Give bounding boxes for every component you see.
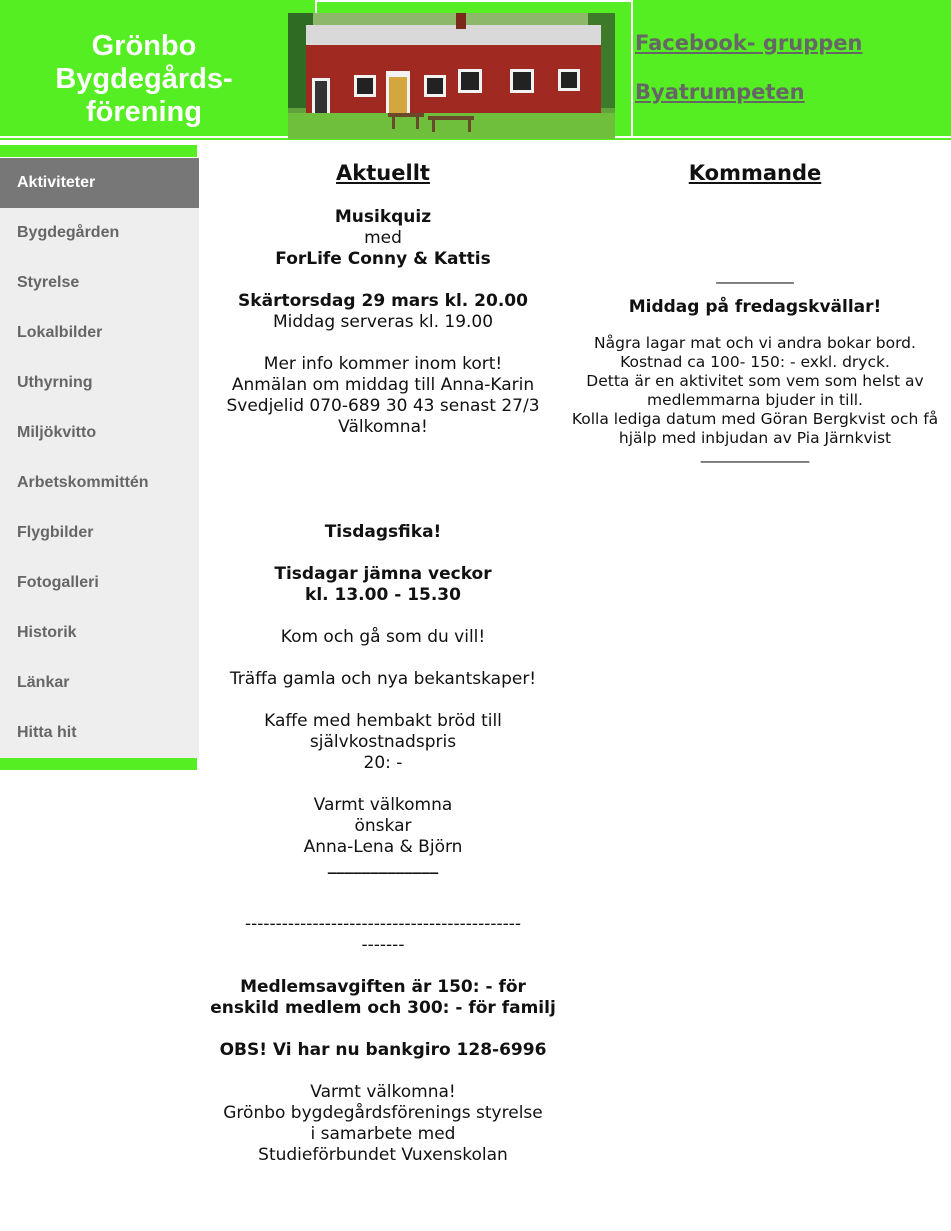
nav-item-bygdegarden[interactable]: Bygdegården	[17, 224, 120, 241]
dinner-title: Middag på fredagskvällar!	[628, 297, 882, 317]
fika-come: Kom och gå som du vill!	[280, 627, 486, 647]
nav-item-arbetskommitten[interactable]: Arbetskommittén	[17, 474, 149, 491]
fika-title: Tisdagsfika!	[324, 522, 442, 542]
nav-item-lankar[interactable]: Länkar	[17, 674, 70, 691]
site-title[interactable]	[0, 30, 288, 129]
kommande-rule-bottom: ______________	[700, 445, 810, 463]
fika-price: 20: -	[363, 753, 403, 773]
footer-welcome: Varmt välkomna!	[310, 1082, 456, 1102]
fika-coffee: självkostnadspris	[309, 732, 457, 752]
footer-partner: Studieförbundet Vuxenskolan	[258, 1145, 508, 1165]
byatrumpeten-link[interactable]: Byatrumpeten	[635, 80, 805, 104]
quiz-performers: ForLife Conny & Kattis	[275, 249, 491, 269]
dinner-text: Kolla lediga datum med Göran Bergkvist och få	[571, 410, 939, 428]
quiz-welcome: Välkomna!	[338, 417, 428, 437]
fika-rule: _____________	[327, 855, 439, 875]
dashes: ---------------------------------------------	[244, 914, 522, 934]
facebook-group-link[interactable]: Facebook- gruppen	[635, 31, 863, 55]
nav-item-flygbilder[interactable]: Flygbilder	[17, 524, 94, 541]
nav-item-uthyrning[interactable]: Uthyrning	[17, 374, 93, 391]
fika-time: kl. 13.00 - 15.30	[305, 585, 461, 605]
fika-welcome: önskar	[354, 816, 412, 836]
fika-coffee: Kaffe med hembakt bröd till	[264, 711, 502, 731]
kommande-heading: Kommande	[688, 161, 822, 185]
site-title-line: Bygdegårds-	[55, 63, 233, 95]
nav-item-aktiviteter[interactable]: Aktiviteter	[0, 158, 199, 208]
footer-board: Grönbo bygdegårdsförenings styrelse	[223, 1103, 543, 1123]
kommande-section	[562, 160, 948, 463]
dinner-text: Kostnad ca 100- 150: - exkl. dryck.	[620, 353, 890, 371]
fika-hosts: Anna-Lena & Björn	[303, 837, 463, 857]
site-title-line: Grönbo	[91, 30, 197, 62]
fika-when: Tisdagar jämna veckor	[274, 564, 492, 584]
fika-welcome: Varmt välkomna	[313, 795, 453, 815]
quiz-signup: Anmälan om middag till Anna-Karin	[231, 375, 535, 395]
site-title-line: förening	[86, 96, 202, 128]
bygdegard-photo	[288, 13, 615, 139]
fika-meet: Träffa gamla och nya bekantskaper!	[229, 669, 537, 689]
aktuellt-heading: Aktuellt	[336, 161, 430, 185]
nav-item-lokalbilder[interactable]: Lokalbilder	[17, 324, 103, 341]
fee-text: Medlemsavgiften är 150: - för	[240, 977, 526, 997]
nav-item-styrelse[interactable]: Styrelse	[17, 274, 80, 291]
dinner-text: Några lagar mat och vi andra bokar bord.	[594, 334, 916, 352]
nav-item-miljokvitto[interactable]: Miljökvitto	[17, 424, 97, 441]
header-separator	[631, 0, 633, 137]
aktuellt-section	[199, 160, 567, 1166]
quiz-signup: Svedjelid 070-689 30 43 senast 27/3	[226, 396, 540, 416]
quiz-title: Musikquiz	[334, 207, 432, 227]
bankgiro-text: OBS! Vi har nu bankgiro 128-6996	[219, 1040, 547, 1060]
dinner-text: medlemmarna bjuder in till.	[647, 391, 863, 409]
header-separator	[315, 0, 317, 13]
nav-item-historik[interactable]: Historik	[17, 624, 77, 641]
sidebar-nav	[0, 158, 199, 758]
nav-item-hitta-hit[interactable]: Hitta hit	[17, 724, 77, 741]
header-top-line	[315, 0, 631, 2]
sidebar-top-bar	[0, 145, 197, 157]
dashes: -------	[361, 935, 405, 955]
dinner-text: hjälp med inbjudan av Pia Järnkvist	[618, 429, 892, 447]
quiz-more-info: Mer info kommer inom kort!	[263, 354, 503, 374]
fee-text: enskild medlem och 300: - för familj	[210, 998, 556, 1018]
dinner-text: Detta är en aktivitet som vem som helst av	[586, 372, 924, 390]
quiz-with: med	[364, 228, 402, 248]
quiz-dinner: Middag serveras kl. 19.00	[272, 312, 494, 332]
nav-item-fotogalleri[interactable]: Fotogalleri	[17, 574, 99, 591]
sidebar-bottom-bar	[0, 758, 197, 770]
house-illustration	[288, 13, 615, 139]
quiz-date: Skärtorsdag 29 mars kl. 20.00	[238, 291, 528, 311]
footer-cooperation: i samarbete med	[310, 1124, 456, 1144]
kommande-rule-top: __________	[716, 266, 794, 284]
